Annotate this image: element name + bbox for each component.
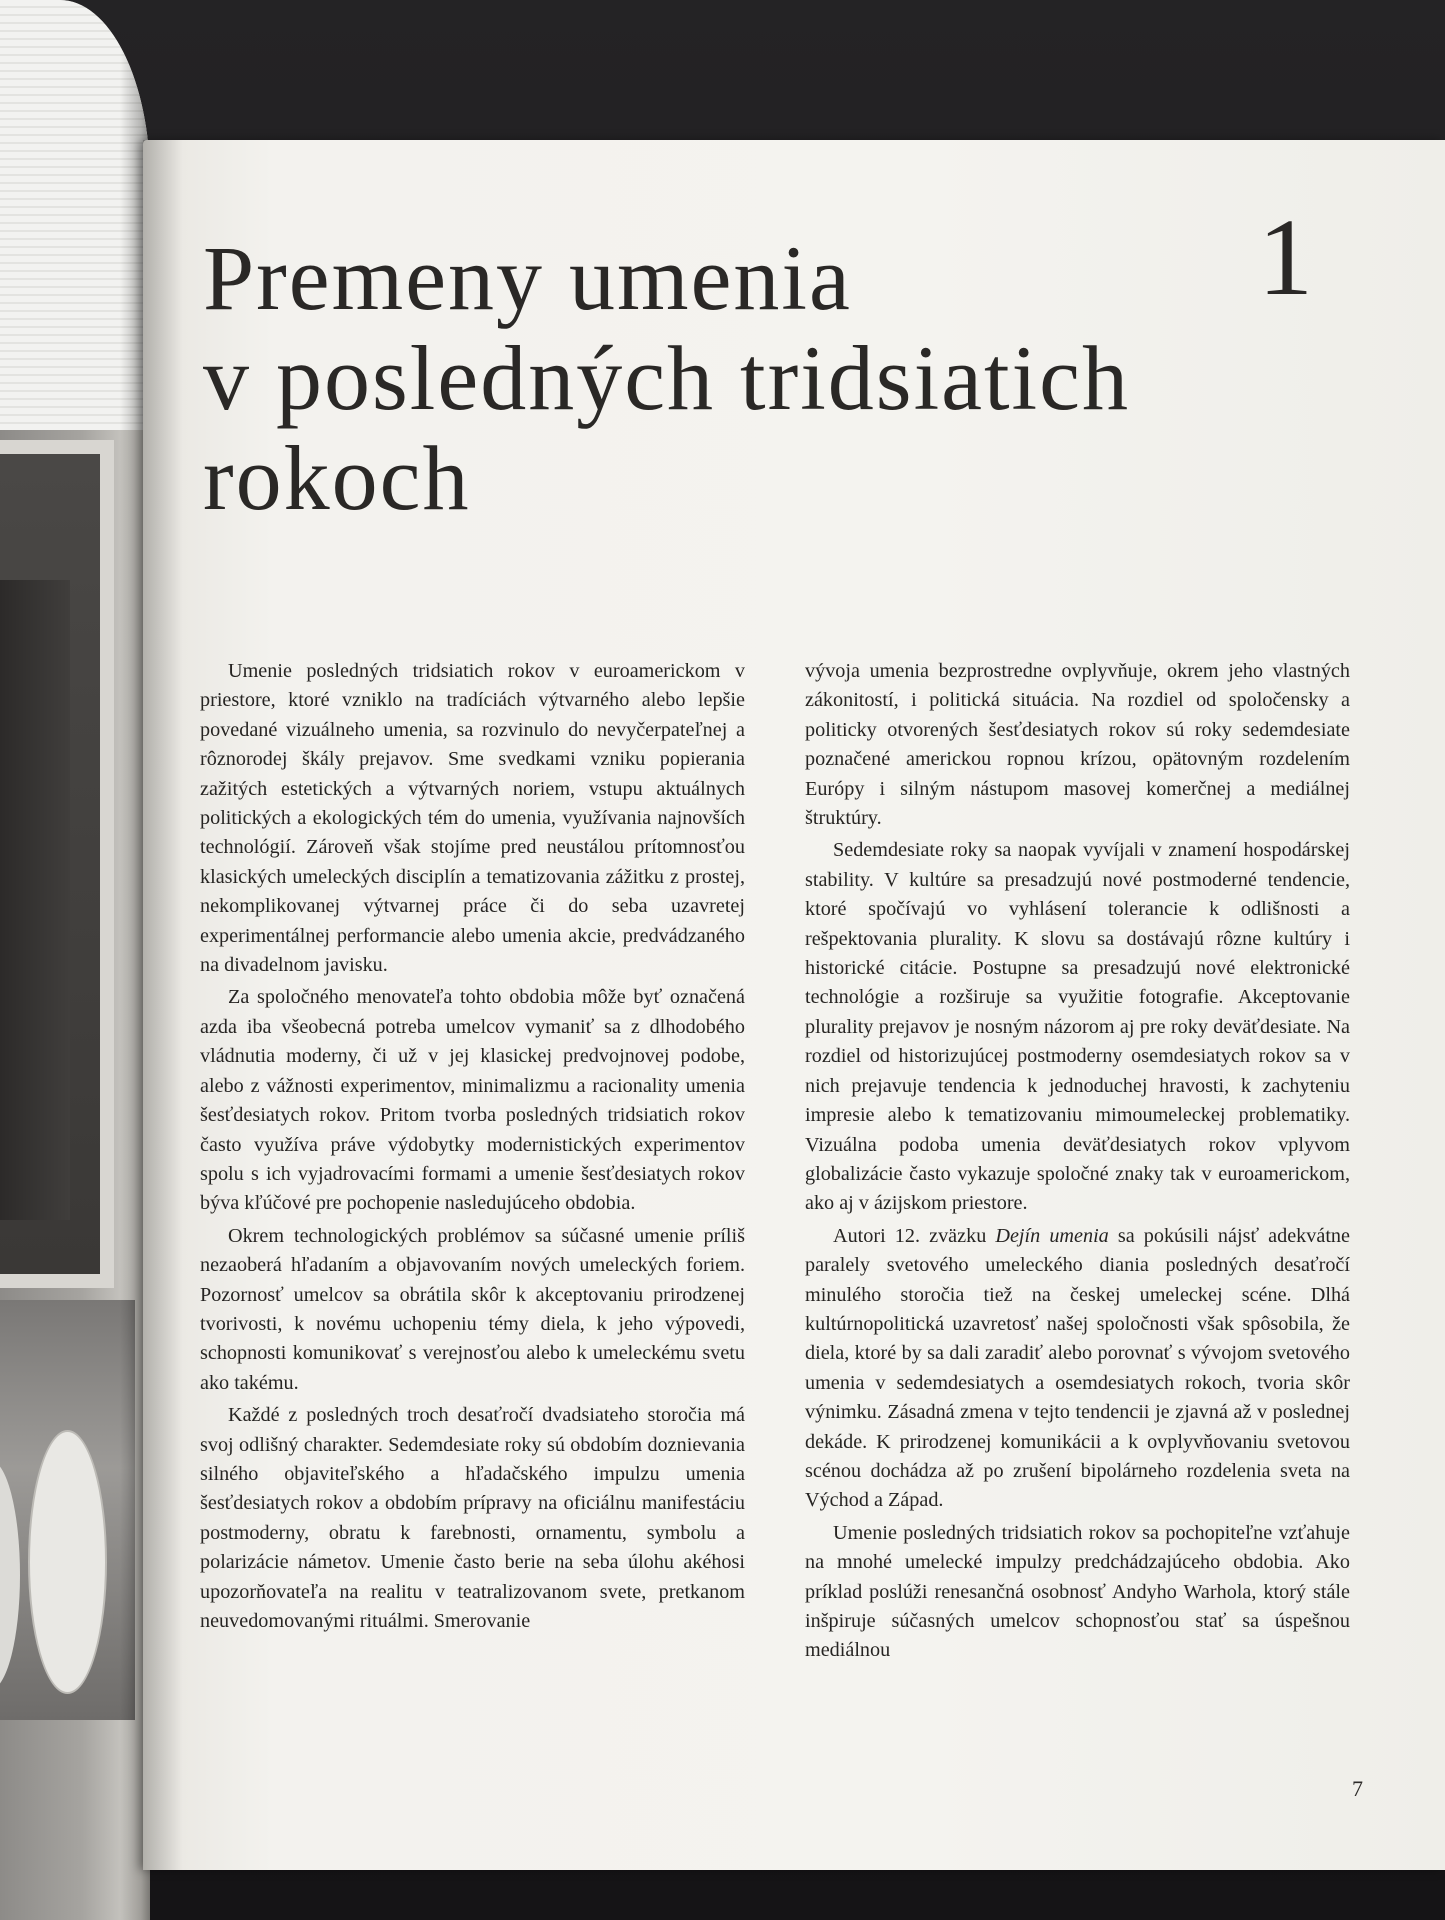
paragraph-text: sa pokúsili nájsť adekvátne paralely svetového umeleckého diania posledných desaťročí minulého storočia tiež na českej umeleckej scéne. Dlhá kultúrnopolitická uzavretosť našej spoločnosti však spôsobila, že diela, ktoré by sa dali zaradiť alebo porovnať s vývojom svetového umenia v sedemdesiatych a osemdesiatych rokoch, tvoria skôr výnimku. Zásadná zmena v tejto tendencii je zjavná až v poslednej dekáde. K prirodzenej komunikácii a k ovplyvňovaniu svetovou scénou dochádza až po zrušení bipolárneho rozdelenia sveta na Východ a Západ. [805, 1224, 1350, 1512]
paragraph: Každé z posledných troch desaťročí dvadsiateho storočia má svoj odlišný charakter. Sedemdesiate roky sú obdobím doznievania silného objaviteľského a hľadačského impulzu umenia šesťdesiatych rokov a obdobím prípravy na oficiálnu manifestáciu postmoderny, obratu k farebnosti, ornamentu, symbolu a polarizácie námetov. Umenie často berie na seba úlohu akéhosi upozorňovateľa na realitu v teatralizovanom svete, pretkanom neuvedomovanými rituálmi. Smerovanie [200, 1404, 745, 1632]
text-column-right [805, 657, 1350, 1669]
chapter-title-line-1: Premeny umenia [203, 227, 852, 329]
paragraph: Za spoločného menovateľa tohto obdobia môže byť označená azda iba všeobecná potreba umelcov vymaniť sa z dlhodobého vládnutia moderny, či už v jej klasickej predvojnovej podobe, alebo z vážnosti experimentov, minimalizmu a racionality umenia šesťdesiatych rokov. Pritom tvorba posledných tridsiatich rokov často využíva práve výdobytky modernistických experimentov spolu s ich vyjadrovacími formami a umenie šesťdesiatych rokov býva kľúčové pre pochopenie nasledujúceho obdobia. [200, 986, 745, 1215]
facing-page-photo [0, 0, 150, 1920]
paragraph: Okrem technologických problémov sa súčasné umenie príliš nezaoberá hľadaním a objavovaním nových umeleckých foriem. Pozornosť umelcov sa obrátila skôr k akceptovaniu prirodzenej tvorivosti, k novému uchopeniu témy diela, k jeho výpovedi, schopnosti komunikovať s verejnosťou alebo k umeleckému svetu ako takému. [200, 1224, 745, 1394]
page-number: 7 [1352, 1776, 1363, 1801]
chapter-title-line-3: rokoch [203, 427, 471, 529]
chapter-title [203, 228, 1353, 528]
paragraph: Umenie posledných tridsiatich rokov v euroamerickom v priestore, ktoré vzniklo na tradíciách výtvarného alebo lepšie povedané vizuálneho umenia, sa rozvinulo do nevyčerpateľnej a rôznorodej škály prejavov. Sme svedkami vzniku popierania zažitých estetických a výtvarných noriem, vstupu aktuálnych politických a ekologických tém do umenia, využívania najnovších technológií. Zároveň však stojíme pred neustálou prítomnosťou klasických umeleckých disciplín a tematizovania zážitku z prostej, nekomplikovanej výtvarnej práce či do seba uzavretej experimentálnej performancie alebo umenia akcie, predvádzaného na divadelnom javisku. [200, 660, 745, 977]
paragraph: Umenie posledných tridsiatich rokov sa pochopiteľne vzťahuje na mnohé umelecké impulzy predchádzajúceho obdobia. Ako príklad poslúži renesančná osobnosť Andyho Warhola, ktorý stále inšpiruje súčasných umelcov schopnosťou stať sa úspešnou mediálnou [805, 1521, 1350, 1662]
chapter-title-line-2: v posledných tridsiatich [203, 327, 1130, 429]
photo-dark-panel [0, 580, 70, 1220]
paragraph-text: Autori 12. zväzku [833, 1224, 996, 1247]
paragraph: Sedemdesiate roky sa naopak vyvíjali v znamení hospodárskej stability. V kultúre sa presadzujú nové postmoderné tendencie, ktoré spočívajú vo vyhlásení tolerancie k odlišnosti a rešpektovania plurality. K slovu sa dostávajú rôzne kultúry i historické citácie. Postupne sa presadzujú nové elektronické technológie a rozširuje sa využitie fotografie. Akceptovanie plurality prejavov je nosným názorom aj pre roky deväťdesiate. Na rozdiel od historizujúcej postmoderny osemdesiatych rokov sa v nich prejavuje tendencia k jednoduchej hravosti, k zachyteniu impresie alebo k tematizovaniu mimoumeleckej problematiky. Vizuálna podoba umenia deväťdesiatych rokov vplyvom globalizácie často vykazuje spoločné znaky tak v euroamerickom, ako aj v ázijskom priestore. [805, 839, 1350, 1215]
paragraph [805, 1222, 1350, 1516]
paragraph-continued: vývoja umenia bezprostredne ovplyvňuje, okrem jeho vlastných zákonitostí, i politická situácia. Na rozdiel od spoločensky a politicky otvorených šesťdesiatych rokov sú roky sedemdesiate poznačené americkou ropnou krízou, opätovným rozdelením Európy i silným nástupom masovej komerčnej a mediálnej štruktúry. [805, 660, 1350, 830]
text-column-left [200, 657, 745, 1639]
chapter-number: 1 [1258, 196, 1313, 318]
page-gutter-shadow [143, 140, 183, 1870]
photo-disc-front [28, 1430, 107, 1694]
book-title-italic: Dejín umenia [995, 1224, 1109, 1247]
